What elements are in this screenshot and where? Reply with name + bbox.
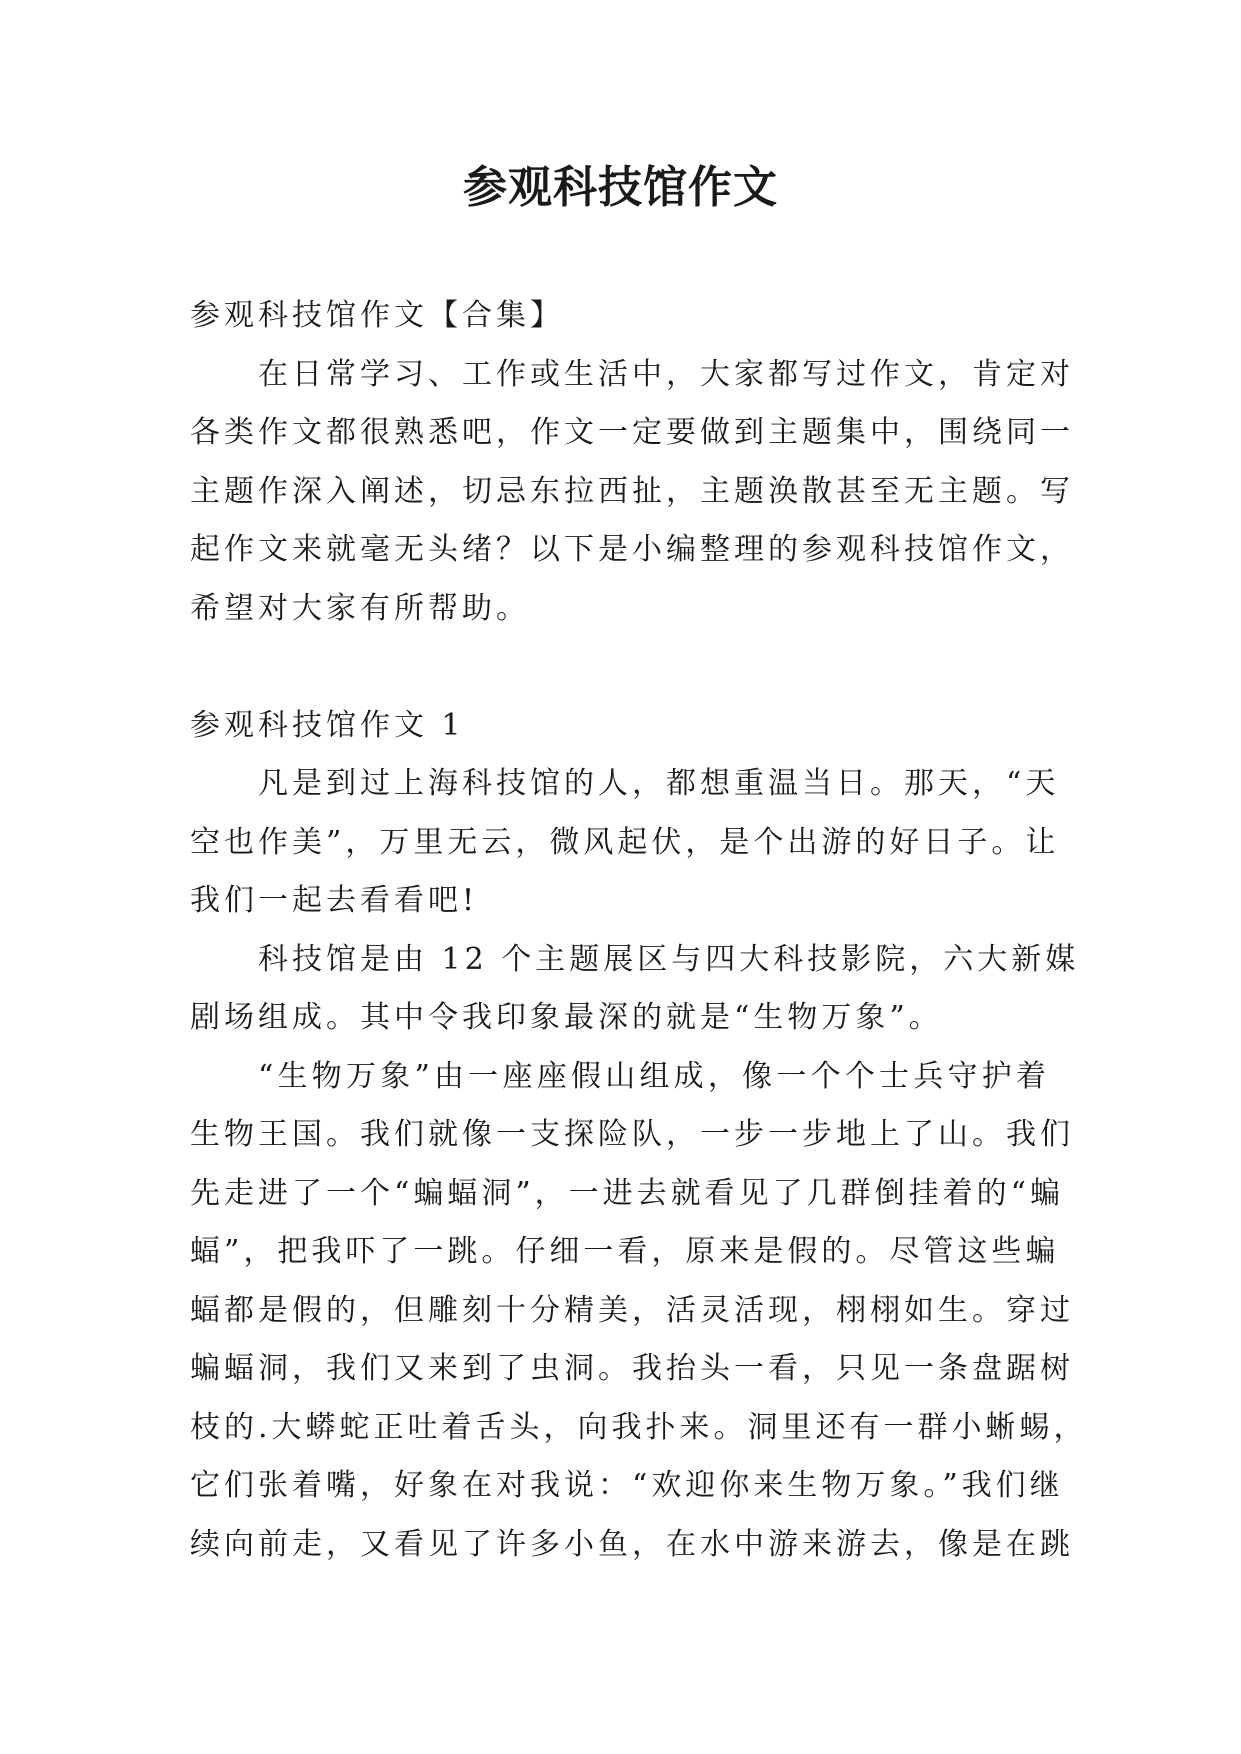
text-line: 凡是到过上海科技馆的人，都想重温当日。那天，“天 [258, 766, 1060, 801]
document-body [190, 287, 1088, 1574]
document-title: 参观科技馆作文 [463, 162, 778, 213]
essay-paragraph [190, 755, 1060, 931]
text-line: 它们张着嘴，好象在对我说：“欢迎你来生物万象。”我们继 [190, 1468, 1064, 1503]
text-line: 先走进了一个“蝙蝠洞”，一进去就看见了几群倒挂着的“蝙 [190, 1175, 1065, 1211]
text-line: 蝙蝠洞，我们又来到了虫洞。我抬头一看，只见一条盘踞树 [190, 1351, 1074, 1386]
collection-heading: 参观科技馆作文【合集】 [190, 298, 564, 333]
text-line: “生物万象”由一座座假山组成，像一个个士兵守护着 [258, 1058, 1050, 1094]
text-line: 我们一起去看看吧! [190, 883, 479, 918]
essay-paragraph [190, 1048, 1088, 1575]
text-line: 蝠”，把我吓了一跳。仔细一看，原来是假的。尽管这些蝙 [190, 1234, 1060, 1269]
text-line: 剧场组成。其中令我印象最深的就是“生物万象”。 [190, 1000, 943, 1035]
text-line: 在日常学习、工作或生活中，大家都写过作文，肯定对 [258, 356, 1074, 392]
text-line: 各类作文都很熟悉吧，作文一定要做到主题集中，围绕同一 [190, 415, 1074, 450]
text-line: 枝的.大蟒蛇正吐着舌头，向我扑来。洞里还有一群小蜥蜴， [190, 1409, 1088, 1445]
text-line: 空也作美”，万里无云，微风起伏，是个出游的好日子。让 [190, 824, 1060, 860]
essay-heading: 参观科技馆作文 1 [190, 707, 465, 743]
text-line: 科技馆是由 12 个主题展区与四大科技影院，六大新媒 [258, 941, 1080, 977]
text-line: 主题作深入阐述，切忌东拉西扯，主题涣散甚至无主题。写 [190, 473, 1074, 509]
intro-paragraph [190, 346, 1074, 639]
essay-paragraph [190, 931, 1080, 1048]
text-line: 续向前走，又看见了许多小鱼，在水中游来游去，像是在跳 [190, 1526, 1074, 1562]
section-spacer [190, 638, 1050, 697]
text-line: 希望对大家有所帮助。 [190, 590, 530, 626]
text-line: 生物王国。我们就像一支探险队，一步一步地上了山。我们 [190, 1117, 1074, 1152]
text-line: 起作文来就毫无头绪？以下是小编整理的参观科技馆作文， [190, 532, 1074, 567]
text-line: 蝠都是假的，但雕刻十分精美，活灵活现，栩栩如生。穿过 [190, 1292, 1074, 1328]
